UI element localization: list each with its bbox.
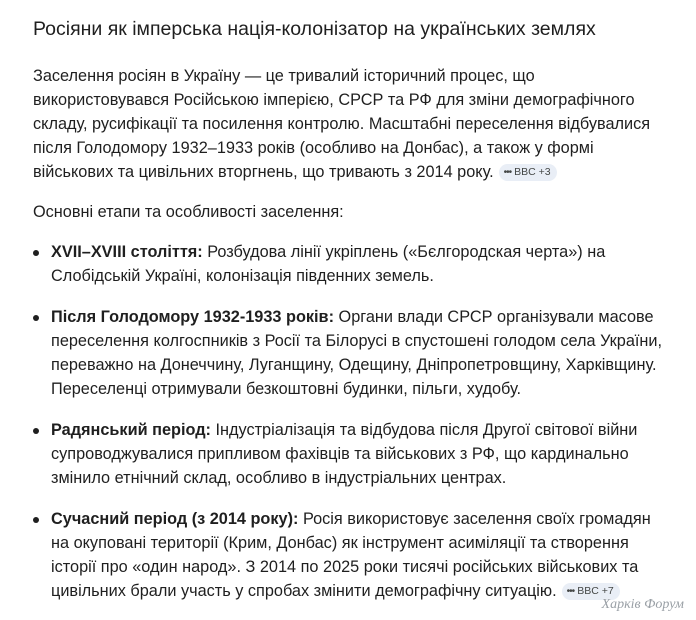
source-dots-icon: ••• <box>503 167 512 178</box>
forum-watermark: Харків Форум <box>601 597 684 612</box>
ai-answer <box>33 64 673 620</box>
citation-label: BBC +7 <box>577 585 614 597</box>
bullet-icon <box>33 315 39 321</box>
intro-text: Заселення росіян в Україну — це тривалий історичний процес, що використовувався Російською імперією, СРСР та РФ для зміни демографічного складу, русифікації та посилення контролю. Масштабні переселення відбувалися після Голодомору 1932–1933 років (особливо на Донбас), а також у формі військових та цивільних вторгнень, що тривають з 2014 року. <box>33 67 651 181</box>
stage-term: XVII–XVIII століття: <box>51 243 203 261</box>
stage-text: Індустріалізація та відбудова після Другої світової війни супроводжувалися припливом фахівців та військових з РФ, що кардинально змінило етнічний склад, особливо в індустріальних центрах. <box>51 421 638 487</box>
stages-list <box>33 240 673 603</box>
stage-term: Радянський період: <box>51 421 211 439</box>
intro-paragraph <box>33 64 673 184</box>
stage-term: Після Голодомору 1932-1933 років: <box>51 308 334 326</box>
bullet-icon <box>33 428 39 434</box>
source-citation-chip[interactable] <box>499 164 557 181</box>
bullet-icon <box>33 250 39 256</box>
search-query-title: Росіяни як імперська нація-колонізатор на українських землях <box>33 18 596 40</box>
list-item <box>33 240 673 288</box>
source-dots-icon: ••• <box>566 586 575 597</box>
stage-text: Органи влади СРСР організували масове переселення колгоспників з Росії та Білорусі в спустошені голодом села України, переважно на Донеччину, Луганщину, Одещину, Дніпропетровщину, Харківщину. Переселенці отримували безкоштовні будинки, пільги, худобу. <box>51 308 663 398</box>
stage-text: Розбудова лінії укріплень («Бєлгородская черта») на Слобідській Україні, колонізація південних земель. <box>51 243 606 285</box>
list-item <box>33 305 673 401</box>
list-item <box>33 418 673 490</box>
stage-text: Росія використовує заселення своїх громадян на окуповані території (Крим, Донбас) як інструмент асиміляції та створення історії про «один народ». З 2014 по 2025 роки тисячі російських військових та цивільних брали участь у спробах змінити демографічну ситуацію. <box>51 510 651 600</box>
list-item <box>33 507 673 603</box>
citation-label: BBC +3 <box>514 166 551 178</box>
stages-heading: Основні етапи та особливості заселення: <box>33 203 344 221</box>
bullet-icon <box>33 517 39 523</box>
stage-term: Сучасний період (з 2014 року): <box>51 510 299 528</box>
